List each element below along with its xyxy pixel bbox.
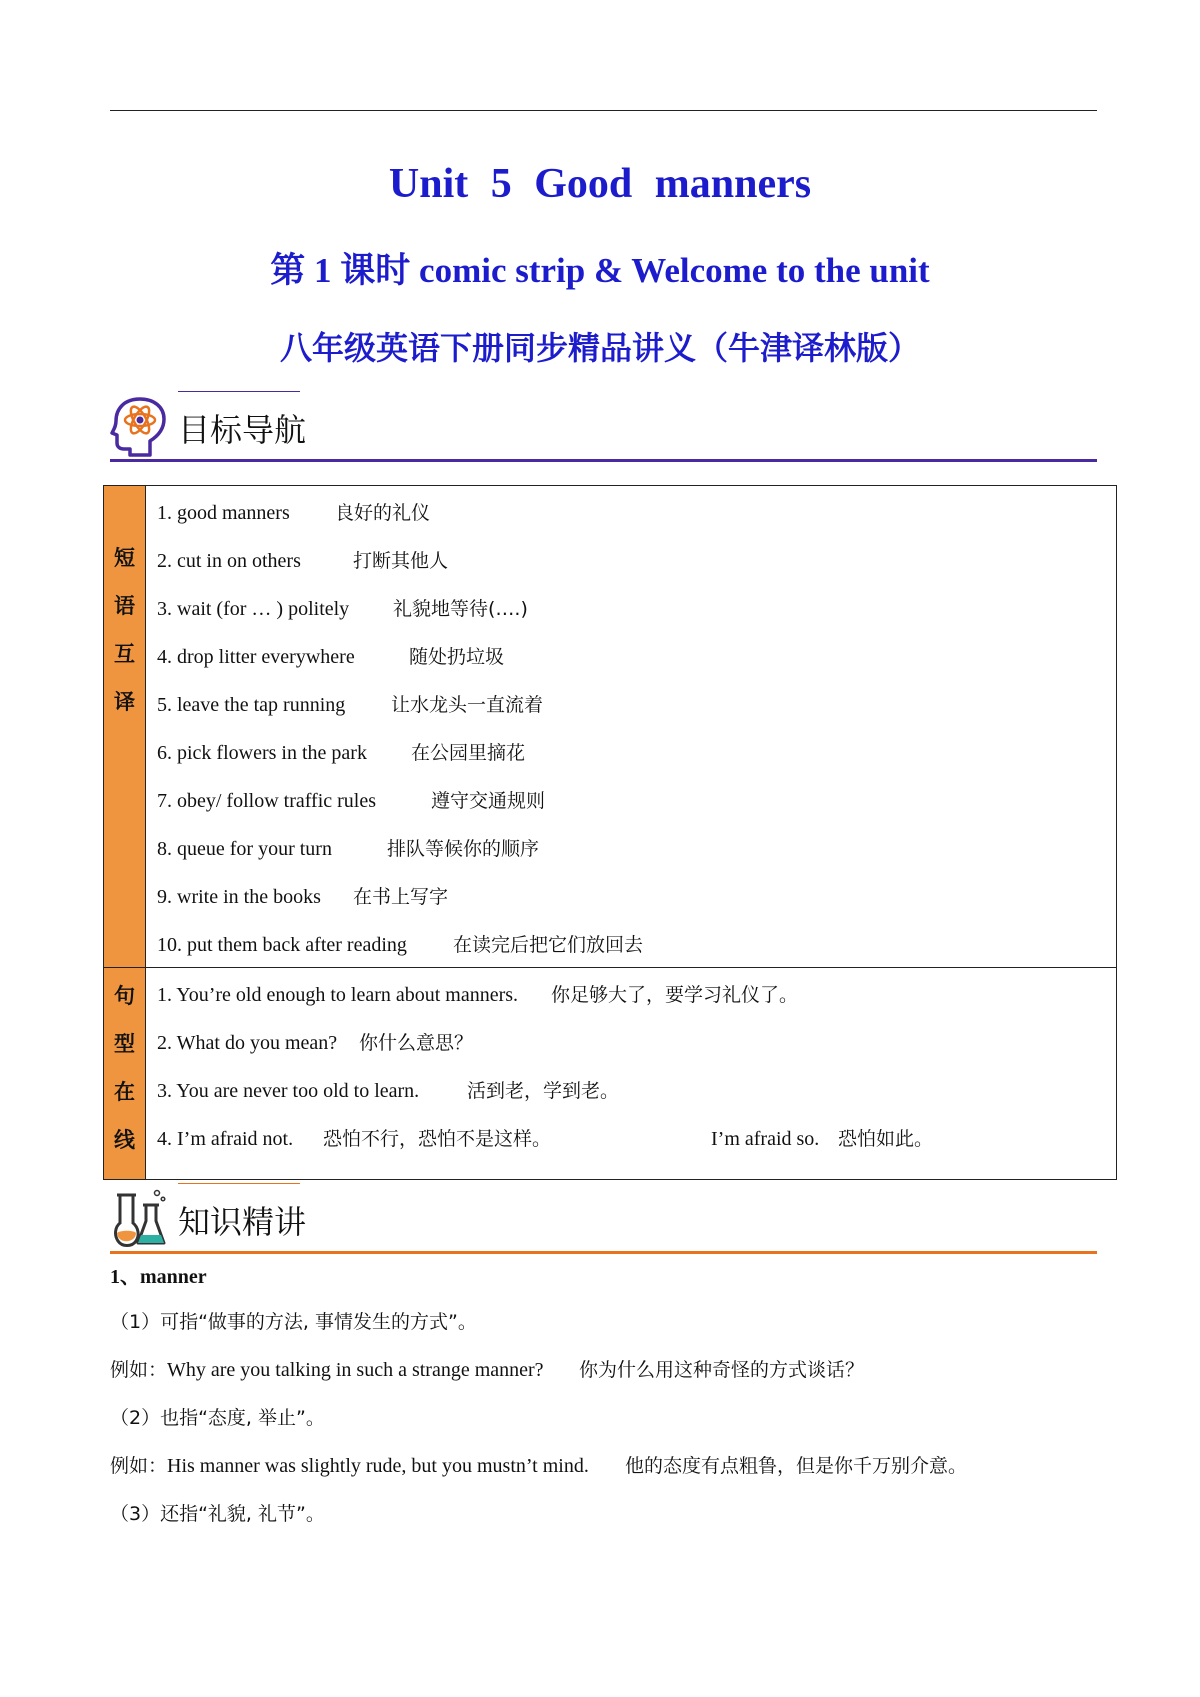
sentence-row xyxy=(157,1124,933,1151)
lesson-subtitle: 第 1 课时 comic strip & Welcome to the unit xyxy=(270,251,930,290)
phrase-row xyxy=(157,498,430,525)
phrase-en: 1. good manners xyxy=(157,502,290,524)
sentence-en: I’m afraid so. xyxy=(711,1128,820,1150)
phrase-row xyxy=(157,882,448,909)
section-knowledge-rule xyxy=(110,1251,1097,1254)
knowledge-paragraph xyxy=(110,1403,325,1430)
sentence-en: 2. What do you mean? xyxy=(157,1032,338,1054)
phrase-en: 5. leave the tap running xyxy=(157,694,346,716)
knowledge-paragraph xyxy=(110,1499,325,1526)
phrase-en: 7. obey/ follow traffic rules xyxy=(157,790,377,812)
side-char: 短 xyxy=(114,546,135,570)
phrase-zh: 随处扔垃圾 xyxy=(409,646,505,668)
phrase-en: 10. put them back after reading xyxy=(157,934,407,956)
phrase-row xyxy=(157,930,643,957)
section-knowledge-header xyxy=(110,1183,1097,1265)
phrase-row xyxy=(157,546,448,573)
phrase-row xyxy=(157,594,528,621)
brain-atom-icon xyxy=(110,395,168,457)
sentence-row xyxy=(157,1076,619,1103)
top-rule xyxy=(110,110,1097,111)
example-zh: 你为什么用这种奇怪的方式谈话？ xyxy=(579,1359,865,1381)
phrase-zh: 打断其他人 xyxy=(353,550,449,572)
section-goals-label: 目标导航 xyxy=(178,411,307,449)
section-goals-header xyxy=(110,391,1097,473)
sentences-side-label xyxy=(104,968,146,1179)
phrases-table xyxy=(103,485,1117,968)
side-char: 译 xyxy=(114,690,135,714)
side-char: 句 xyxy=(114,984,135,1008)
phrase-en: 9. write in the books xyxy=(157,886,321,908)
phrases-side-label xyxy=(104,486,146,967)
section-goals-short-rule xyxy=(178,391,300,392)
page-title: Unit 5 Good manners xyxy=(388,161,812,207)
phrase-zh: 在读完后把它们放回去 xyxy=(453,934,644,956)
phrase-row xyxy=(157,642,504,669)
sentence-en: 1. You’re old enough to learn about manners. xyxy=(157,984,519,1006)
phrase-en: 3. wait (for … ) politely xyxy=(157,598,350,620)
phrase-zh: 在书上写字 xyxy=(353,886,449,908)
knowledge-point-text: （1）可指“做事的方法, 事情发生的方式”。 xyxy=(110,1311,477,1333)
phrase-row xyxy=(157,786,545,813)
phrase-en: 6. pick flowers in the park xyxy=(157,742,367,764)
phrase-row xyxy=(157,834,539,861)
phrase-row xyxy=(157,690,543,717)
knowledge-paragraph xyxy=(110,1307,477,1334)
sentence-zh: 恐怕不行，恐怕不是这样。 xyxy=(323,1128,552,1150)
phrase-en: 8. queue for your turn xyxy=(157,838,332,860)
side-char: 线 xyxy=(114,1128,135,1152)
side-char: 语 xyxy=(114,594,135,618)
example-zh: 他的态度有点粗鲁，但是你千万别介意。 xyxy=(625,1455,968,1477)
lab-flask-icon xyxy=(110,1187,168,1249)
sentence-en: 4. I’m afraid not. xyxy=(157,1128,294,1150)
example-prefix: 例如： xyxy=(110,1359,168,1381)
sentence-zh: 你什么意思？ xyxy=(359,1032,474,1054)
sentence-en: 3. You are never too old to learn. xyxy=(157,1080,420,1102)
sentence-zh: 活到老，学到老。 xyxy=(467,1080,620,1102)
phrase-zh: 良好的礼仪 xyxy=(335,502,431,524)
example-en: Why are you talking in such a strange manner? xyxy=(167,1359,544,1381)
side-char: 在 xyxy=(114,1080,135,1104)
sentence-zh: 你足够大了，要学习礼仪了。 xyxy=(551,984,799,1006)
sentence-zh: 恐怕如此。 xyxy=(838,1128,934,1150)
knowledge-point-text: （2）也指“态度, 举止”。 xyxy=(110,1407,325,1429)
series-title: 八年级英语下册同步精品讲义（牛津译林版） xyxy=(279,329,920,367)
knowledge-example xyxy=(110,1355,864,1382)
phrase-zh: 让水龙头一直流着 xyxy=(391,694,544,716)
phrase-zh: 排队等候你的顺序 xyxy=(387,838,540,860)
section-knowledge-label: 知识精讲 xyxy=(178,1203,307,1241)
phrase-zh: 礼貌地等待(….) xyxy=(393,598,528,620)
phrase-zh: 在公园里摘花 xyxy=(411,742,526,764)
side-char: 型 xyxy=(114,1032,135,1056)
sentence-row xyxy=(157,980,798,1007)
sentences-table xyxy=(103,968,1117,1180)
side-char: 互 xyxy=(114,642,135,666)
phrase-en: 4. drop litter everywhere xyxy=(157,646,355,668)
section-goals-rule xyxy=(110,459,1097,462)
example-prefix: 例如： xyxy=(110,1455,168,1477)
example-en: His manner was slightly rude, but you mustn’t mind. xyxy=(167,1455,589,1477)
section-knowledge-short-rule xyxy=(178,1183,300,1184)
phrase-zh: 遵守交通规则 xyxy=(431,790,546,812)
sentence-row xyxy=(157,1028,473,1055)
knowledge-example xyxy=(110,1451,967,1478)
phrase-en: 2. cut in on others xyxy=(157,550,301,572)
knowledge-heading: 1、manner xyxy=(110,1266,207,1288)
phrase-row xyxy=(157,738,525,765)
knowledge-point-text: （3）还指“礼貌, 礼节”。 xyxy=(110,1503,325,1525)
